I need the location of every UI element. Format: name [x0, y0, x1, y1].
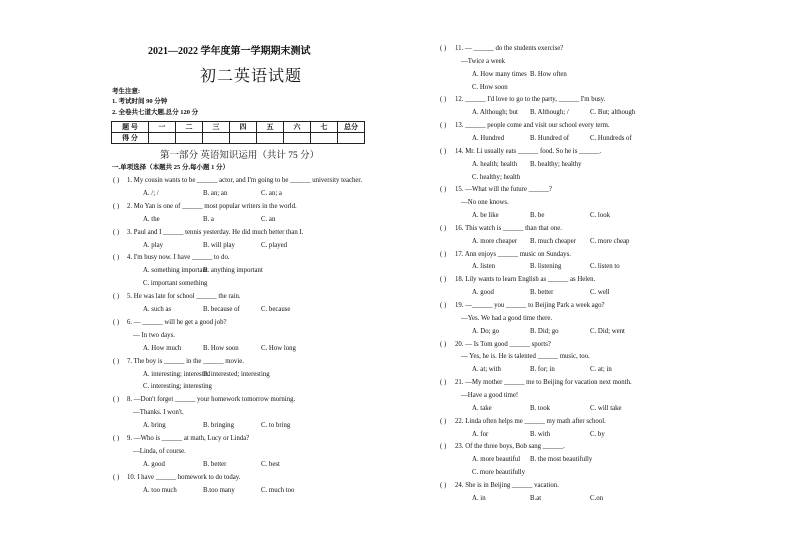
answer-option: C. important something	[143, 280, 208, 288]
question-stem: 5. He was late for school ______ the rain.	[127, 293, 241, 301]
answer-option: A. health; health	[472, 160, 518, 168]
answer-option: A. bring	[143, 422, 166, 430]
note-item: 1. 考试时间 90 分钟	[112, 98, 168, 105]
score-input-cell[interactable]	[311, 133, 338, 144]
answer-option: C. look	[590, 212, 611, 220]
answer-option: B. How soon	[203, 344, 239, 352]
answer-option: C. best	[261, 460, 280, 468]
answer-option: B. better	[203, 460, 227, 468]
score-input-cell[interactable]	[338, 133, 365, 144]
answer-option: A. good	[472, 289, 494, 297]
question-stem: 14. Mr. Li usually eats ______ food. So he is ______.	[455, 147, 602, 155]
answer-option: A. Although; but	[472, 109, 518, 117]
answer-option: A. the	[143, 215, 160, 223]
answer-option: C. interesting; interesting	[143, 383, 212, 391]
answer-paren[interactable]: ( )	[113, 473, 120, 481]
score-input-cell[interactable]	[203, 133, 230, 144]
question-stem: 23. Of the three boys, Bob sang ______.	[455, 443, 565, 451]
answer-option: C. more beautifully	[472, 469, 526, 477]
score-table-score-row	[112, 133, 365, 144]
question-stem: 15. —What will the future ______?	[455, 186, 553, 194]
answer-paren[interactable]: ( )	[440, 340, 447, 348]
score-cell: 四	[230, 122, 257, 133]
answer-option: B. Hundred of	[530, 134, 570, 142]
question-stem: 2. Mo Yan is one of ______ most popular writers in the world.	[127, 202, 297, 210]
score-cell: 总分	[338, 122, 365, 133]
answer-option: B. took	[530, 404, 551, 412]
answer-option: C. to bring	[261, 422, 291, 430]
answer-option: C. at; in	[590, 366, 612, 374]
answer-option: C. an; a	[261, 189, 282, 197]
score-cell: 五	[257, 122, 284, 133]
score-table-header-row	[112, 122, 365, 133]
score-cell: 一	[149, 122, 176, 133]
answer-option: C. will take	[590, 404, 622, 412]
question-stem: 16. This watch is ______ than that one.	[455, 224, 562, 232]
answer-option: A. Hundred	[472, 134, 505, 142]
answer-option: B. much cheaper	[530, 237, 576, 245]
question-stem: 12. ______ I'd love to go to the party, ______ I'm busy.	[455, 96, 606, 104]
answer-paren[interactable]: ( )	[113, 318, 120, 326]
question-dialogue-line: —Have a good time!	[461, 391, 519, 399]
answer-paren[interactable]: ( )	[440, 276, 447, 284]
answer-paren[interactable]: ( )	[440, 186, 447, 194]
answer-option: A. How much	[143, 344, 182, 352]
answer-paren[interactable]: ( )	[440, 443, 447, 451]
answer-option: B. for; in	[530, 366, 555, 374]
question-dialogue-line: — In two days.	[133, 331, 175, 339]
answer-option: B. How often	[530, 70, 567, 78]
answer-option: C. more cheap	[590, 237, 630, 245]
answer-option: C. an	[261, 215, 276, 223]
score-input-cell[interactable]	[257, 133, 284, 144]
answer-option: C. by	[590, 430, 605, 438]
score-input-cell[interactable]	[176, 133, 203, 144]
answer-option: A. more cheaper	[472, 237, 518, 245]
note-item: 2. 全卷共七道大题,总分 120 分	[112, 109, 199, 116]
answer-paren[interactable]: ( )	[440, 122, 447, 130]
answer-paren[interactable]: ( )	[440, 96, 447, 104]
answer-paren[interactable]: ( )	[113, 293, 120, 301]
answer-option: B. a	[203, 215, 214, 223]
answer-option: A. be like	[472, 212, 499, 220]
answer-paren[interactable]: ( )	[440, 417, 447, 425]
question-stem: 3. Paul and I ______ tennis yesterday. He did much better than I.	[127, 228, 304, 236]
question-stem: 7. The boy is ______ in the ______ movie.	[127, 357, 244, 365]
answer-option: A. good	[143, 460, 165, 468]
answer-paren[interactable]: ( )	[440, 302, 447, 309]
answer-option: C. But; although	[590, 109, 636, 117]
score-cell: 七	[311, 122, 338, 133]
part-heading: 第一部分 英语知识运用（共计 75 分）	[160, 151, 320, 161]
question-dialogue-line: —Linda, of course.	[133, 447, 186, 455]
question-stem: 17. Ann enjoys ______ music on Sundays.	[455, 250, 571, 258]
question-dialogue-line: —Yes. We had a good time there.	[461, 314, 553, 322]
answer-option: A. interesting; interested	[143, 370, 211, 378]
question-stem: 1. My cousin wants to be ______ actor, and I'm going to be ______ university teacher.	[127, 177, 363, 184]
score-cell: 二	[176, 122, 203, 133]
section-heading: 一.单项选择（本题共 25 分,每小题 1 分）	[112, 164, 229, 171]
answer-option: B. will play	[203, 241, 235, 249]
answer-paren[interactable]: ( )	[113, 228, 120, 236]
answer-option: C. much too	[261, 486, 295, 494]
question-stem: 10. I have ______ homework to do today.	[127, 473, 241, 481]
answer-option: A. more beautiful	[472, 456, 521, 464]
answer-option: C. listen to	[590, 263, 620, 271]
answer-option: B. an; an	[203, 189, 228, 197]
answer-option: A. play	[143, 241, 164, 249]
answer-option: B.at	[530, 494, 542, 502]
answer-option: C. How long	[261, 344, 296, 352]
answer-option: B. be	[530, 212, 545, 220]
question-dialogue-line: —No one knows.	[461, 199, 509, 207]
answer-option: C. because	[261, 306, 291, 313]
score-input-cell[interactable]	[230, 133, 257, 144]
answer-option: A. too much	[143, 486, 177, 494]
answer-paren[interactable]: ( )	[440, 224, 447, 232]
question-stem: 8. —Don't forget ______ your homework tomorrow morning.	[127, 396, 296, 404]
answer-option: A. in	[472, 494, 486, 502]
answer-option: A. /; /	[143, 189, 159, 197]
question-stem: 9. —Who is ______ at math, Lucy or Linda?	[127, 435, 250, 442]
answer-option: C. healthy; health	[472, 173, 521, 181]
answer-option: C. well	[590, 289, 610, 297]
question-stem: 18. Lily wants to learn English as ______ as Helen.	[455, 276, 596, 284]
answer-option: C.on	[590, 494, 604, 502]
answer-option: A. listen	[472, 263, 496, 271]
answer-option: A. such as	[143, 306, 172, 313]
answer-paren[interactable]: ( )	[113, 357, 120, 365]
answer-option: A. Do; go	[472, 327, 499, 335]
answer-option: B. the most beautifully	[530, 456, 593, 464]
question-stem: 11. — ______ do the students exercise?	[455, 45, 564, 52]
score-input-cell[interactable]	[284, 133, 311, 144]
answer-option: B. with	[530, 430, 551, 438]
score-table	[111, 121, 365, 144]
score-cell: 题 号	[112, 122, 149, 133]
question-stem: 24. She is in Beijing ______ vacation.	[455, 481, 559, 489]
score-cell: 三	[203, 122, 230, 133]
question-stem: 19. —______ you ______ to Beijing Park a week ago?	[455, 302, 605, 309]
answer-paren[interactable]: ( )	[440, 250, 447, 258]
answer-option: B. listening	[530, 263, 562, 271]
answer-option: B. anything important	[203, 267, 263, 275]
answer-paren[interactable]: ( )	[113, 435, 120, 442]
answer-option: B.too many	[203, 486, 235, 494]
answer-paren[interactable]: ( )	[440, 45, 447, 52]
answer-option: C. played	[261, 241, 288, 249]
answer-option: A. take	[472, 404, 492, 412]
answer-paren[interactable]: ( )	[440, 147, 447, 155]
question-dialogue-line: —Twice a week	[461, 57, 506, 65]
answer-option: B. Did; go	[530, 327, 559, 335]
answer-paren[interactable]: ( )	[113, 177, 120, 184]
score-input-cell[interactable]	[149, 133, 176, 144]
question-stem: 22. Linda often helps me ______ my math after school.	[455, 417, 606, 425]
answer-paren[interactable]: ( )	[113, 254, 120, 262]
question-stem: 21. —My mother ______ me to Beijing for vacation next month.	[455, 379, 632, 387]
answer-option: B. Although; /	[530, 109, 569, 117]
score-cell: 得 分	[112, 133, 149, 144]
answer-option: C. Hundreds of	[590, 134, 632, 142]
answer-option: A. How many times	[472, 70, 527, 78]
notes-heading: 考生注意:	[112, 88, 141, 95]
score-cell: 六	[284, 122, 311, 133]
exam-title: 2021—2022 学年度第一学期期末测试	[148, 46, 311, 57]
question-stem: 20. — Is Tom good ______ sports?	[455, 340, 551, 348]
answer-option: B. better	[530, 289, 554, 297]
answer-paren[interactable]: ( )	[440, 481, 447, 489]
answer-option: A. at; with	[472, 366, 501, 374]
question-dialogue-line: —Thanks. I won't.	[133, 409, 184, 417]
question-stem: 4. I'm busy now. I have ______ to do.	[127, 254, 230, 262]
exam-subject: 初二英语试题	[200, 68, 303, 85]
answer-option: B. bringing	[203, 422, 234, 430]
answer-option: B. interested; interesting	[203, 370, 270, 378]
answer-paren[interactable]: ( )	[113, 396, 120, 404]
question-dialogue-line: — Yes, he is. He is talented ______ music, too.	[461, 353, 590, 361]
answer-option: A. something important	[143, 267, 208, 275]
answer-option: A. for	[472, 430, 489, 438]
question-stem: 6. — ______ will he get a good job?	[127, 318, 227, 326]
answer-paren[interactable]: ( )	[113, 202, 120, 210]
answer-option: C. Did; went	[590, 327, 625, 335]
answer-paren[interactable]: ( )	[440, 379, 447, 387]
answer-option: B. because of	[203, 306, 240, 313]
answer-option: C. How soon	[472, 83, 508, 91]
question-stem: 13. ______ people come and visit our school every term.	[455, 122, 610, 130]
answer-option: B. healthy; healthy	[530, 160, 582, 168]
